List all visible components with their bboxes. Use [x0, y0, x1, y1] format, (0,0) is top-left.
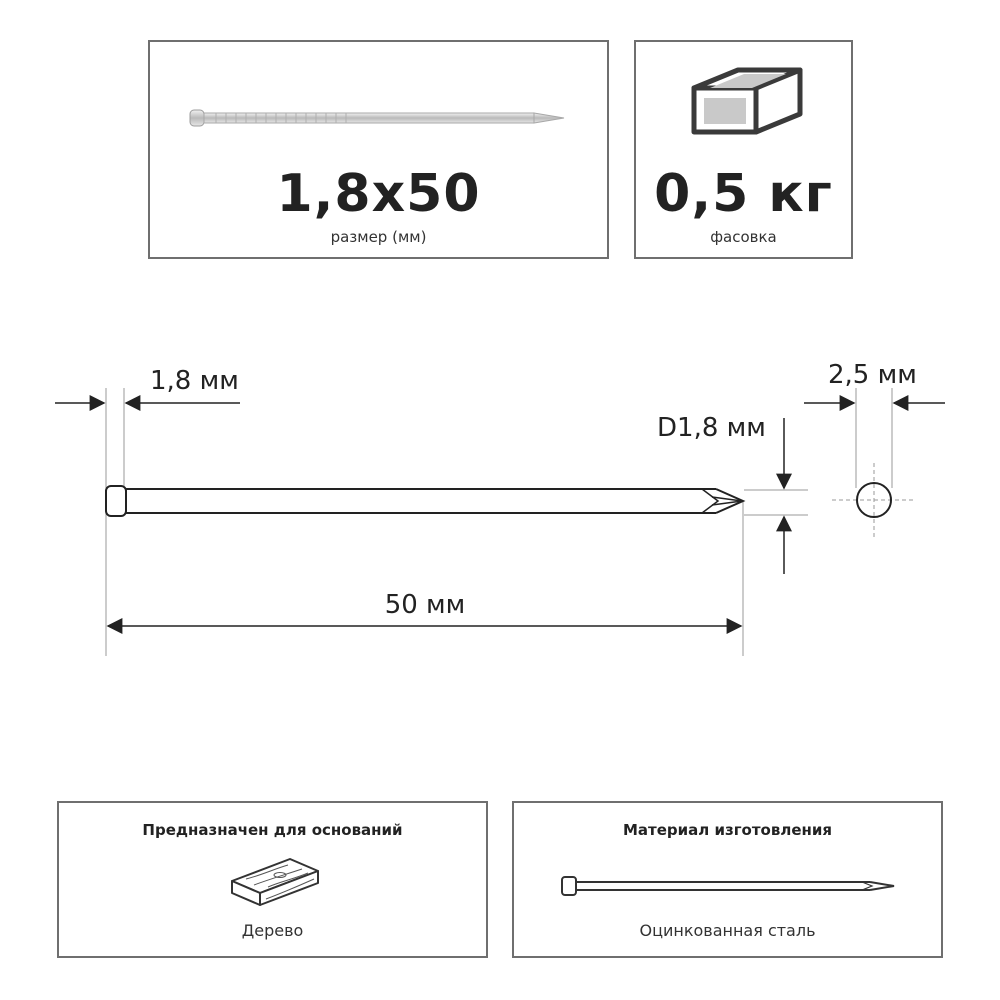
box-icon — [688, 56, 808, 136]
nail-photo-icon — [186, 104, 586, 134]
shank-diameter-label: D1,8 мм — [657, 413, 766, 443]
material-label: Оцинкованная сталь — [639, 921, 816, 940]
technical-drawing — [0, 340, 1000, 740]
size-caption: размер (мм) — [330, 228, 427, 246]
base-card — [57, 801, 488, 958]
size-card — [148, 40, 609, 259]
head-thickness-label: 1,8 мм — [150, 366, 239, 396]
size-value: 1,8x50 — [276, 164, 481, 224]
base-label: Дерево — [241, 921, 304, 940]
head-diameter-label: 2,5 мм — [828, 360, 917, 390]
nail-icon — [560, 874, 900, 900]
pack-caption: фасовка — [710, 228, 777, 246]
material-card — [512, 801, 943, 958]
wood-plank-icon — [224, 853, 324, 913]
nail-drawing — [106, 486, 743, 516]
pack-card — [634, 40, 853, 259]
base-title: Предназначен для оснований — [142, 821, 403, 839]
length-label: 50 мм — [384, 590, 466, 620]
pack-value: 0,5 кг — [654, 164, 833, 224]
material-title: Материал изготовления — [622, 821, 833, 839]
